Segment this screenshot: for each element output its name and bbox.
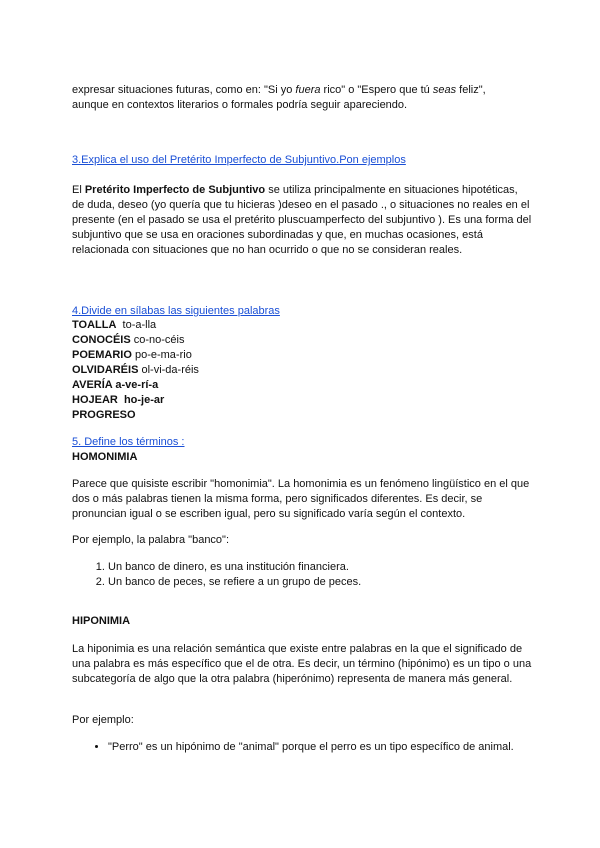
q5-heading[interactable]: 5. Define los términos : <box>72 436 185 448</box>
q3-paragraph <box>72 183 532 258</box>
intro-em: fuera <box>295 84 321 96</box>
q3-text: se utiliza principalmente en situaciones hipotéticas, de duda, deseo (yo quería que tu hicieras )deseo en el pasado ., o situaciones no reales en el presente (en el pasado se usa el pretérito pluscuamperfecto del subjuntivo ). Es una forma del subjuntivo que se usa en oraciones subordinadas y que, en muchas ocasiones, está relacionada con situaciones que no han ocurrido o que no se consideran reales. <box>72 184 532 256</box>
homonimia-paragraph: Parece que quisiste escribir "homonimia". La homonimia es un fenómeno lingüístico en el que dos o más palabras tienen la misma forma, pero significados diferentes. Es decir, se pronuncian igual o se escriben igual, pero su significado varía según el contexto. <box>72 478 530 520</box>
intro-text: expresar situaciones futuras, como en: "Si yo <box>72 84 296 96</box>
q3-bold-term: Pretérito Imperfecto de Subjuntivo <box>84 184 266 196</box>
intro-text: feliz", <box>456 84 486 96</box>
banco-list <box>72 560 532 590</box>
word: PROGRESO <box>72 409 136 421</box>
q3-heading[interactable]: 3.Explica el uso del Pretérito Imperfecto de Subjuntivo.Pon ejemplos <box>72 154 406 166</box>
syllable-row <box>72 393 532 408</box>
hiponimia-paragraph: La hiponimia es una relación semántica que existe entre palabras en la que el significado de una palabra es más específico que el de otra. Es decir, un término (hipónimo) es un tipo o una subcategoría de algo que la otra palabra (hiperónimo) representa de manera más general. <box>72 643 532 685</box>
syllable-row <box>72 318 532 333</box>
list-item: • "Perro" es un hipónimo de "animal" porque el perro es un tipo específico de animal. <box>108 740 532 755</box>
term-hiponimia: HIPONIMIA <box>72 615 131 627</box>
word: CONOCÉIS <box>72 334 131 346</box>
syllables: ol-vi-da-réis <box>138 364 199 376</box>
word: TOALLA <box>72 319 117 331</box>
syllables: a-ve-rí-a <box>112 379 159 391</box>
intro-text: rico" o "Espero que tú <box>320 84 433 96</box>
list-item: 2. Un banco de peces, se refiere a un grupo de peces. <box>108 575 532 590</box>
q4-heading[interactable]: 4.Divide en sílabas las siguientes palabras <box>72 305 280 317</box>
word: HOJEAR <box>72 394 118 406</box>
syllable-row <box>72 333 532 348</box>
syllables: to-a-lla <box>116 319 157 331</box>
term-homonimia: HOMONIMIA <box>72 451 138 463</box>
example-intro: Por ejemplo, la palabra "banco": <box>72 534 230 546</box>
word: POEMARIO <box>72 349 132 361</box>
perro-list <box>72 740 532 755</box>
example-intro-2: Por ejemplo: <box>72 714 134 726</box>
intro-paragraph <box>72 83 532 113</box>
word: OLVIDARÉIS <box>72 364 139 376</box>
syllable-row <box>72 363 532 378</box>
list-item: 1. Un banco de dinero, es una institución financiera. <box>108 560 532 575</box>
syllables: co-no-céis <box>130 334 185 346</box>
syllable-list <box>72 318 532 423</box>
syllable-row <box>72 378 532 393</box>
q3-text: El <box>72 184 85 196</box>
syllable-row <box>72 408 532 423</box>
intro-text: aunque en contextos literarios o formales podría seguir apareciendo. <box>72 99 408 111</box>
intro-em: seas <box>432 84 457 96</box>
word: AVERÍA <box>72 379 113 391</box>
syllable-row <box>72 348 532 363</box>
syllables: ho-je-ar <box>117 394 165 406</box>
syllables: po-e-ma-rio <box>131 349 192 361</box>
